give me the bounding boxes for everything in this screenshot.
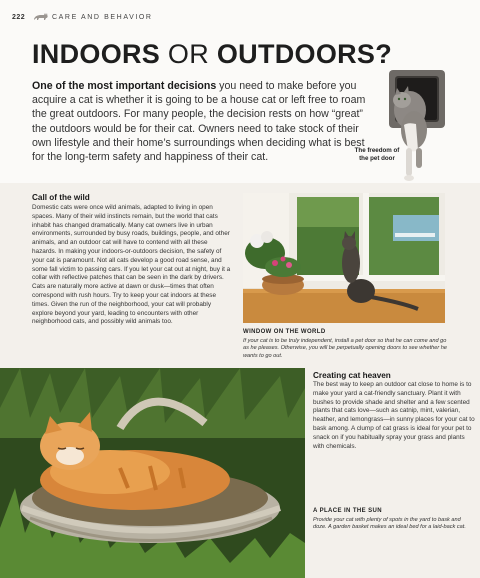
page-number: 222 xyxy=(12,14,26,21)
sun-caption-body: Provide your cat with plenty of spots in the yard to bask and doze. A garden basket makes an ideal bed for a laid-back cat. xyxy=(313,517,466,531)
intro-lead: One of the most important decisions xyxy=(32,80,217,92)
cat-heaven-heading: Creating cat heaven xyxy=(313,371,391,380)
cat-silhouette-icon xyxy=(33,12,49,21)
title-indoors: INDOORS xyxy=(32,39,161,69)
title-or: OR xyxy=(167,39,210,69)
intro-paragraph xyxy=(32,79,372,164)
pet-door-caption: The freedom of the pet door xyxy=(354,147,400,162)
title-outdoors: OUTDOORS? xyxy=(216,39,393,69)
pet-door-photo xyxy=(386,70,446,185)
intro-text: you need to make before you acquire a cat is whether it is going to be a house cat or left free to roam the great outdoors. For many people, the decision rests on how “great” the outdoors would be for their cat. Owners need to take stock of their own lifestyle and their home’s surroundings when deciding what is best for the long-term safety and happiness of their cat. xyxy=(32,80,366,164)
page-title xyxy=(32,39,392,69)
cat-in-basket-photo xyxy=(0,368,305,578)
call-of-the-wild-body: Domestic cats were once wild animals, adapted to living in open spaces. Many of their wild instincts remain, but the world that cats inhabit has changed dramatically. Many cat owners live in urban environments, surrounded by busy roads, buildings, people, and other animals, and an outdoor cat will have to contend with all these hazards. In making your indoors-or-outdoors decision, the safety of your cat is paramount. Not all cats develop a good road sense, and some fall victim to passing cars. If you let your cat out at night, buy it a collar with reflective patches that can be seen in the dark by drivers. Cats are naturally more active at dawn or dusk—times that often correspond with rush hours. Try to keep your cat indoors at these times. Given the run of the neighborhood, your cat will probably explore beyond your yard, leading to encounters with other neighborhood cats, and possibly wild animals too. xyxy=(32,204,231,326)
sun-caption-heading: A PLACE IN THE SUN xyxy=(313,508,382,514)
call-of-the-wild-heading: Call of the wild xyxy=(32,193,90,202)
cat-heaven-body: The best way to keep an outdoor cat close to home is to make your yard a cat-friendly sanctuary. Plant it with bushes to provide shade and shelter and a few scented plants that cats love—such as catnip, mint, valerian, heather, and lemongrass—in sunny places for your cat to bask among. A clump of cat grass is ideal for your pet to snack on if you habitually spray your grass and plants with chemicals. xyxy=(313,381,475,450)
cat-at-window-photo xyxy=(243,193,445,323)
window-caption-body: If your cat is to be truly independent, install a pet door so that he can come and go as he pleases. Otherwise, you will be perpetually opening doors to see whether he wants to go out. xyxy=(243,338,447,359)
section-label: CARE AND BEHAVIOR xyxy=(52,14,153,21)
window-caption-heading: WINDOW ON THE WORLD xyxy=(243,329,326,335)
